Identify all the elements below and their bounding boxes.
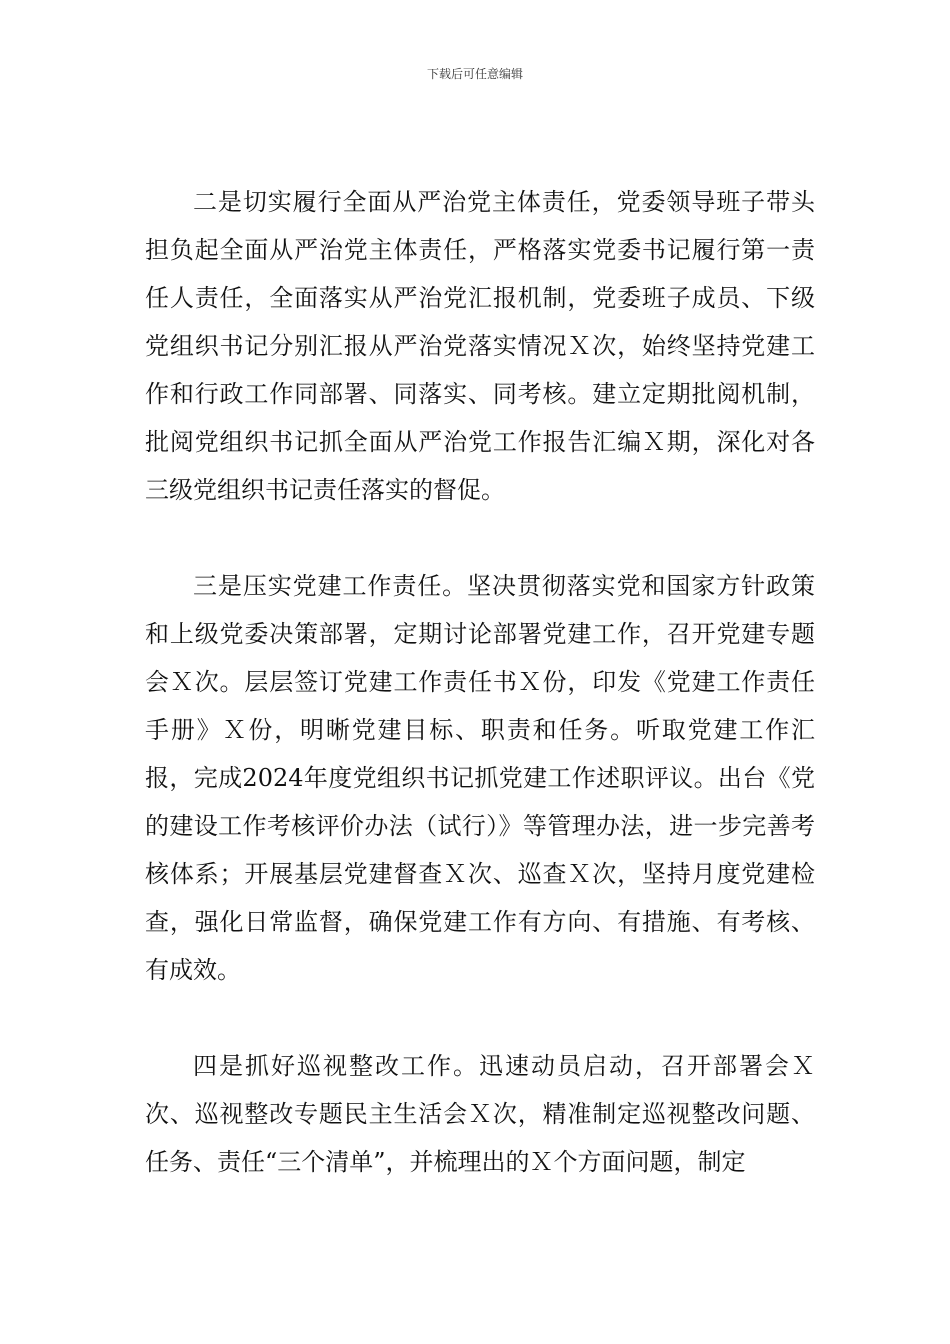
paragraph-party-building-duty: 三是压实党建工作责任。坚决贯彻落实党和国家方针政策和上级党委决策部署，定期讨论部署党建工作，召开党建专题会Ｘ次。层层签订党建工作责任书Ｘ份，印发《党建工作责任手册》Ｘ份，明晰党建目标、职责和任务。听取党建工作汇报，完成2024年度党组织书记抓党建工作述职评议。出台《党的建设工作考核评价办法（试行）》等管理办法，进一步完善考核体系；开展基层党建督查Ｘ次、巡查Ｘ次，坚持月度党建检查，强化日常监督，确保党建工作有方向、有措施、有考核、有成效。 bbox=[145, 572, 815, 984]
document-body bbox=[145, 178, 815, 1186]
paragraph-inspection-rectification: 四是抓好巡视整改工作。迅速动员启动，召开部署会Ｘ次、巡视整改专题民主生活会Ｘ次，精准制定巡视整改问题、任务、责任“三个清单”，并梳理出的Ｘ个方面问题，制定 bbox=[145, 1052, 815, 1176]
page-header: 下载后可任意编辑 bbox=[426, 67, 523, 81]
paragraph-party-responsibility: 二是切实履行全面从严治党主体责任，党委领导班子带头担负起全面从严治党主体责任，严格落实党委书记履行第一责任人责任，全面落实从严治党汇报机制，党委班子成员、下级党组织书记分别汇报从严治党落实情况Ｘ次，始终坚持党建工作和行政工作同部署、同落实、同考核。建立定期批阅机制，批阅党组织书记抓全面从严治党工作报告汇编Ｘ期，深化对各三级党组织书记责任落实的督促。 bbox=[145, 188, 815, 504]
